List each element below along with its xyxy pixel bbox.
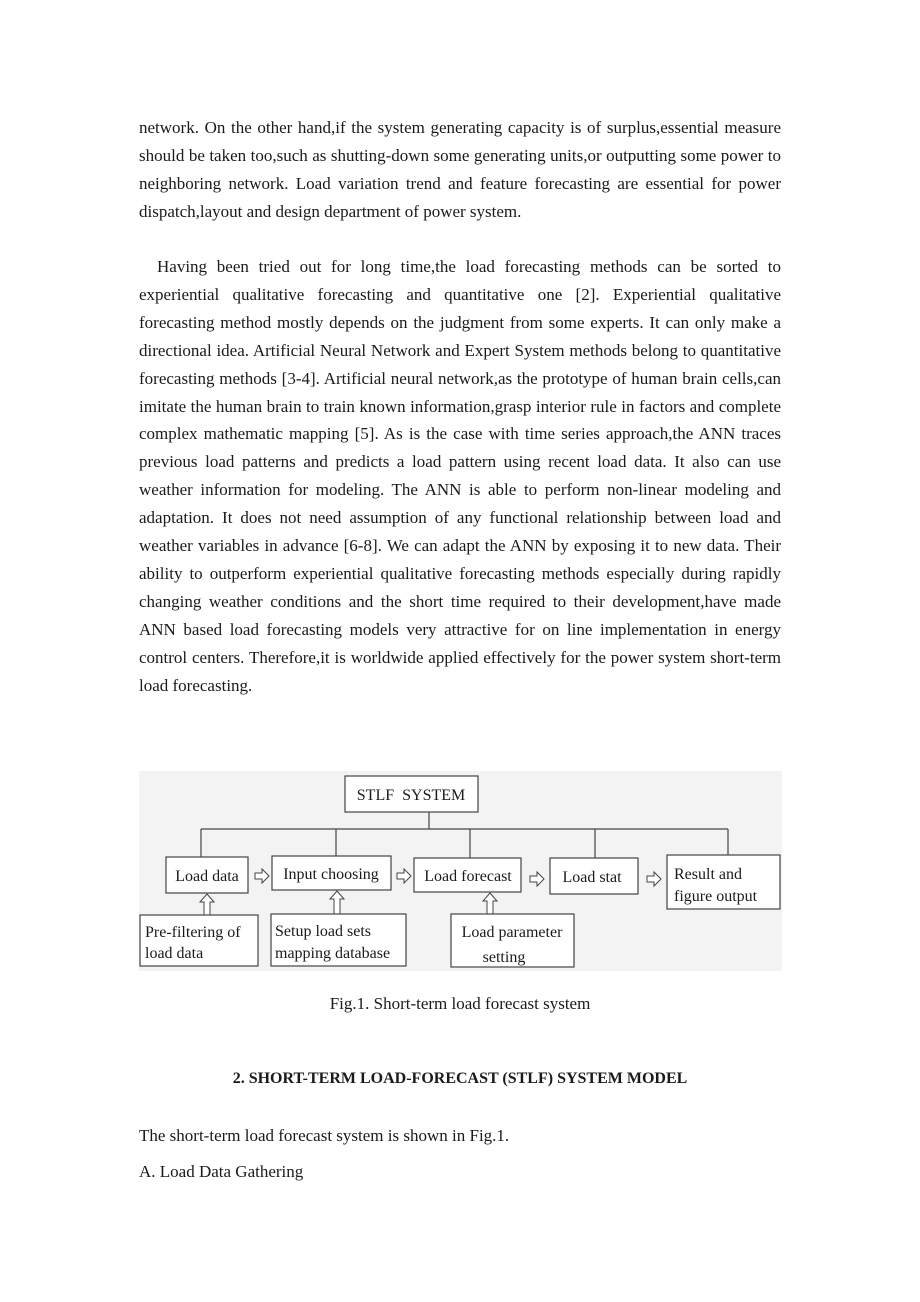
input-box-pre-filtering <box>140 915 258 966</box>
module-label: Load data <box>175 868 239 885</box>
module-label: Load forecast <box>424 868 512 885</box>
module-box-result-output <box>667 855 780 909</box>
figure-caption: Fig.1. Short-term load forecast system <box>329 994 591 1013</box>
section-intro: The short-term load forecast system is shown in Fig.1. <box>139 1126 510 1145</box>
input-label-line-1: Load parameter <box>461 924 563 941</box>
input-label-line-2: load data <box>145 945 204 962</box>
input-box-load-parameter <box>451 914 574 967</box>
paragraph-2: Having been tried out for long time,the load forecasting methods can be sorted to experiential qualitative forecasting and quantitative one [2]. Experiential qualitative forecasting method mostly depends on the judgment from some experts. It can only make a directional idea. Artificial Neural Network and Expert System methods belong to quantitative forecasting methods [3-4]. Artificial neural network,as the prototype of human brain cells,can imitate the human brain to train known information,grasp interior rule in factors and complete complex mathematic mapping [5]. As is the case with time series approach,the ANN traces previous load patterns and predicts a load pattern using recent load data. It also can use weather information for modeling. The ANN is able to perform non-linear modeling and adaptation. It does not need assumption of any functional relationship between load and weather variables in advance [6-8]. We can adapt the ANN by exposing it to new data. Their ability to outperform experiential qualitative forecasting methods especially during rapidly changing weather conditions and the short time required to their development,have made ANN based load forecasting models very attractive for on line implementation in energy control centers. Therefore,it is worldwide applied effectively for the power system short-term load forecasting. <box>139 257 781 695</box>
input-label-line-2: mapping database <box>275 945 391 962</box>
module-box-input-choosing <box>272 856 391 890</box>
stlf-diagram <box>139 771 782 971</box>
module-box-load-forecast <box>414 858 521 892</box>
module-box-load-stat <box>550 858 638 894</box>
paragraph-1: network. On the other hand,if the system generating capacity is of surplus,essential measure should be taken too,such as shutting-down some generating units,or outputting some power to neighboring network. Load variation trend and feature forecasting are essential for power dispatch,layout and design department of power system. <box>139 118 781 221</box>
input-label-line-2: setting <box>482 949 526 966</box>
module-label-line-2: figure output <box>674 888 758 905</box>
input-label-line-1: Pre-filtering of <box>145 924 241 941</box>
section-heading: 2. SHORT-TERM LOAD-FORECAST (STLF) SYSTEM MODEL <box>232 1070 688 1087</box>
root-label: STLF SYSTEM <box>356 787 466 804</box>
module-label: Input choosing <box>283 866 379 883</box>
figure-stlf-diagram <box>139 771 782 971</box>
subsection-heading: A. Load Data Gathering <box>139 1162 304 1181</box>
input-box-setup-load-sets <box>271 914 406 966</box>
root-box <box>345 776 478 812</box>
module-label: Load stat <box>562 869 622 886</box>
module-box-load-data <box>166 857 248 893</box>
input-label-line-1: Setup load sets <box>275 923 371 940</box>
module-label-line-1: Result and <box>674 866 742 883</box>
